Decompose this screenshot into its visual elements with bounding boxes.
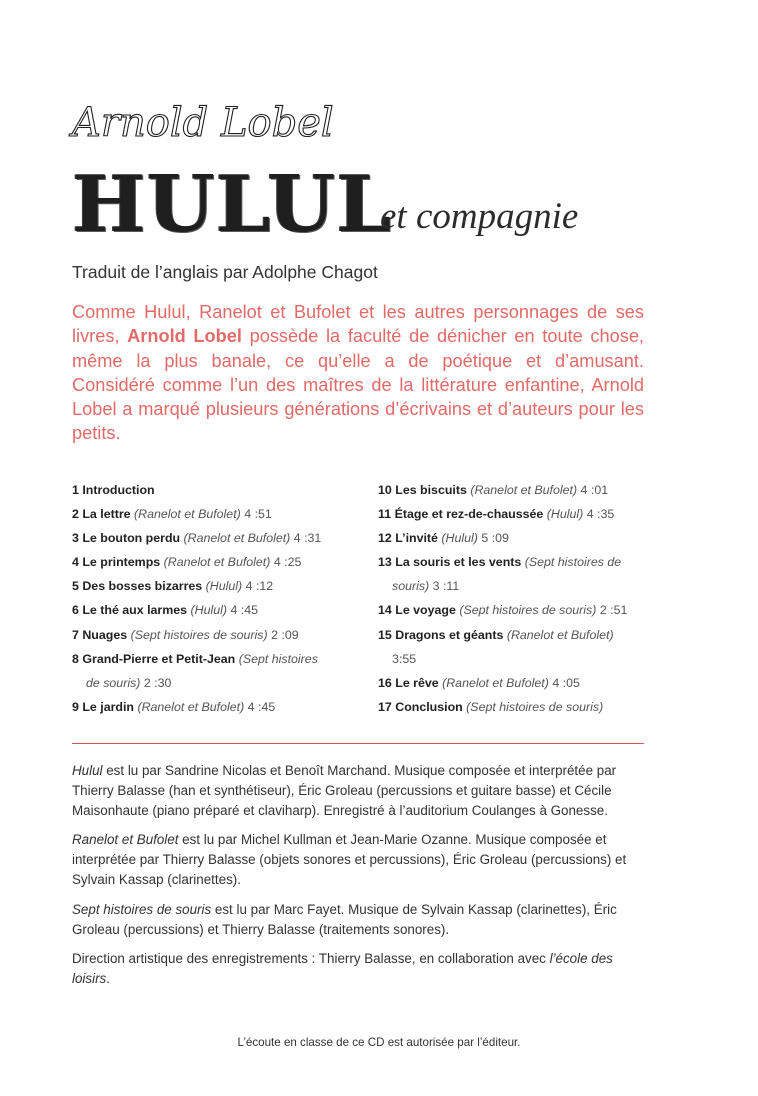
track-number: 17	[378, 699, 392, 714]
track-number: 4	[72, 555, 79, 570]
track-number: 14	[378, 603, 392, 618]
track-number: 5	[72, 579, 79, 594]
credits-text-end: .	[106, 971, 110, 987]
track-duration: 4 :25	[273, 555, 302, 570]
track-source: (Ranelot et Bufolet)	[506, 627, 614, 642]
track-number: 9	[72, 699, 79, 714]
track-title: Étage et rez-de-chaussée	[394, 507, 544, 522]
track-item	[72, 502, 362, 526]
track-list-left	[72, 478, 362, 719]
track-title: La lettre	[82, 507, 131, 522]
track-source: (Ranelot et Bufolet)	[183, 531, 291, 546]
track-continuation	[378, 574, 653, 598]
track-item	[72, 550, 362, 574]
intro-paragraph	[72, 300, 644, 446]
track-duration: 2 :30	[143, 675, 172, 690]
credits-text: est lu par Sandrine Nicolas et Benoît Marchand. Musique composée et interprétée par Thierry Balasse (han et synthétiseur), Éric Groleau (percussions et guitare basse) et Cécile Maisonhaute (piano préparé et claviharp). Enregistré à l’auditorium Coulanges à Gonesse.	[72, 763, 617, 818]
track-item	[378, 623, 653, 671]
track-number: 11	[378, 507, 392, 522]
track-source: (Ranelot et Bufolet)	[470, 483, 578, 497]
translator-credit: Traduit de l’anglais par Adolphe Chagot	[72, 262, 378, 282]
track-title: Dragons et géants	[395, 627, 504, 642]
intro-author-name: Arnold Lobel	[127, 326, 242, 347]
track-number: 6	[72, 603, 79, 618]
track-item	[378, 526, 653, 550]
track-title: Le bouton perdu	[82, 531, 181, 546]
track-item	[378, 478, 653, 502]
track-title: Le voyage	[395, 603, 456, 618]
credits-hulul	[72, 761, 652, 820]
track-continuation	[72, 671, 362, 695]
track-duration: 4 :45	[230, 603, 259, 618]
track-item	[378, 502, 653, 526]
track-title: L’invité	[395, 531, 438, 546]
title-subtitle: et compagnie	[380, 196, 579, 237]
track-item	[72, 647, 362, 695]
track-item	[72, 574, 362, 598]
track-title: Introduction	[82, 483, 155, 497]
track-title: Le rêve	[395, 675, 439, 690]
track-source: (Ranelot et Bufolet)	[134, 507, 241, 522]
track-item	[378, 598, 653, 622]
track-source: (Sept histoires	[238, 651, 318, 666]
credits-direction	[72, 949, 652, 989]
track-title: Grand-Pierre et Petit-Jean	[82, 651, 236, 666]
track-number: 2	[72, 507, 79, 522]
track-duration: 4 :12	[245, 579, 274, 594]
track-duration: 5 :09	[481, 531, 509, 546]
track-source: (Ranelot et Bufolet)	[137, 699, 245, 714]
track-number: 13	[378, 555, 392, 570]
track-duration: 3:55	[392, 651, 417, 666]
track-source: (Hulul)	[205, 579, 243, 594]
intro-text-1: Comme Hulul, Ranelot et Bufolet et les autres personnages de ses livres,	[72, 302, 644, 347]
track-item	[72, 598, 362, 622]
track-item	[378, 695, 653, 719]
footer-notice: L’écoute en classe de ce CD est autorisée par l’éditeur.	[237, 1036, 521, 1049]
track-duration: 4 :45	[247, 699, 276, 714]
credits-text: est lu par Marc Fayet. Musique de Sylvain Kassap (clarinettes), Éric Groleau (percussions) et Thierry Balasse (traitements sonores).	[72, 901, 617, 937]
track-duration: 3 :11	[432, 579, 460, 594]
track-title: Le thé aux larmes	[82, 603, 188, 618]
track-source: (Ranelot et Bufolet)	[442, 675, 549, 690]
track-number: 15	[378, 627, 392, 642]
track-source: souris)	[392, 579, 430, 594]
track-duration: 2 :09	[271, 627, 299, 642]
track-item	[72, 623, 362, 647]
author-signature-text: Arnold Lobel	[72, 100, 334, 146]
track-title: Des bosses bizarres	[82, 579, 203, 594]
track-duration: 4 :31	[293, 531, 322, 546]
section-divider	[72, 743, 644, 744]
track-source: (Hulul)	[441, 531, 478, 546]
track-title: Le jardin	[82, 699, 134, 714]
credits-text: est lu par Michel Kullman et Jean-Marie Ozanne. Musique composée et interprétée par Thierry Balasse (objets sonores et percussions), Éric Groleau (percussions) et Sylvain Kassap (clarinettes).	[72, 832, 627, 887]
track-duration: 2 :51	[599, 603, 628, 618]
track-duration: 4 :51	[244, 507, 272, 522]
track-source: (Ranelot et Bufolet)	[163, 555, 271, 570]
track-source: (Sept histoires de souris)	[459, 603, 597, 618]
track-number: 3	[72, 531, 79, 546]
track-title: Conclusion	[395, 699, 463, 714]
track-number: 8	[72, 651, 79, 666]
track-number: 1	[72, 483, 79, 497]
credits-ranelot	[72, 830, 652, 889]
track-source: (Sept histoires de souris)	[466, 699, 604, 714]
credits-book-title: Sept histoires de souris	[72, 901, 212, 917]
track-title: Le printemps	[82, 555, 161, 570]
track-title: La souris et les vents	[395, 555, 522, 570]
track-item	[72, 526, 362, 550]
track-source: de souris)	[86, 675, 141, 690]
album-title	[72, 160, 672, 250]
track-title: Les biscuits	[395, 483, 467, 497]
credits-publisher: l’école des loisirs	[72, 951, 613, 987]
track-source: (Hulul)	[546, 507, 584, 522]
track-source: (Sept histoires de	[524, 555, 622, 570]
track-duration: 4 :01	[580, 483, 609, 497]
intro-text-2: possède la faculté de dénicher en toute chose, même la plus banale, ce qu’elle a de poétique et d’amusant. Considéré comme l’un des maîtres de la littérature enfantine, Arnold Lobel a marqué plusieurs générations d’écrivains et d’auteurs pour les petits.	[72, 326, 644, 444]
track-number: 7	[72, 627, 79, 642]
track-duration: 4 :05	[552, 675, 580, 690]
credits-book-title: Hulul	[72, 763, 103, 778]
track-list-right	[378, 478, 653, 719]
track-item	[72, 695, 362, 719]
track-number: 16	[378, 675, 392, 690]
track-number: 12	[378, 531, 392, 546]
credits-souris	[72, 900, 652, 940]
credits-section	[72, 761, 652, 999]
credits-text: Direction artistique des enregistrements : Thierry Balasse, en collaboration avec	[72, 951, 550, 967]
author-signature-graphic	[72, 92, 332, 152]
track-duration: 4 :35	[586, 507, 615, 522]
track-source: (Sept histoires de souris)	[130, 627, 268, 642]
track-item	[72, 478, 362, 502]
track-source: (Hulul)	[190, 603, 227, 618]
track-item	[378, 550, 653, 598]
author-signature	[72, 92, 332, 152]
credits-book-title: Ranelot et Bufolet	[72, 832, 179, 848]
track-number: 10	[378, 483, 392, 497]
track-continuation	[378, 647, 653, 671]
title-main: HULUL	[72, 159, 393, 250]
track-title: Nuages	[82, 627, 128, 642]
track-item	[378, 671, 653, 695]
